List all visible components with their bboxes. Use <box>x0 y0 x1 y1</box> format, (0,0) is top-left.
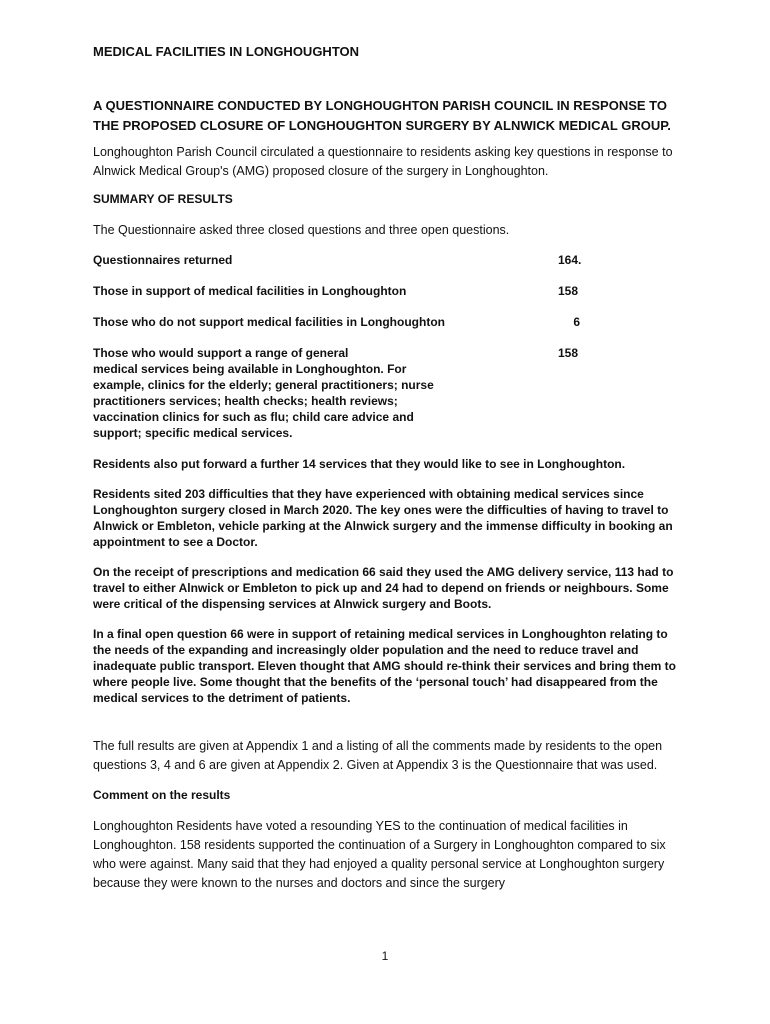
result-label <box>93 345 558 441</box>
document-subtitle <box>93 96 683 136</box>
page-number: 1 <box>381 949 389 963</box>
intro-paragraph: Longhoughton Parish Council circulated a questionnaire to residents asking key questions in response to Alnwick Medical Group's (AMG) proposed closure of the surgery in Longhoughton. <box>93 145 673 178</box>
document-page <box>93 44 683 893</box>
difficulties-paragraph: Residents sited 203 difficulties that they have experienced with obtaining medical services since Longhoughton surgery closed in March 2020. The key ones were the difficulties of having to travel to Alnwick or Embleton, vehicle parking at the Alnwick surgery and the immense difficulty in booking an appointment to see a Doctor. <box>93 487 673 549</box>
open-question-paragraph: In a final open question 66 were in support of retaining medical services in Longhoughton relating to the needs of the expanding and increasingly older population and the need to reduce travel and inadequate public transport. Eleven thought that AMG should re-think their services and bring them to where people live. Some thought that the benefits of the ‘personal touch’ had disappeared from the medical services to the detriment of patients. <box>93 627 676 705</box>
comment-paragraph: Longhoughton Residents have voted a resounding YES to the continuation of medical facilities in Longhoughton. 158 residents supported the continuation of a Surgery in Longhoughton compared to six who were against. Many said that they had enjoyed a quality personal service at Longhoughton surgery because they were known to the nurses and doctors and since the surgery <box>93 819 666 890</box>
result-value: 6 <box>573 315 580 329</box>
comment-heading: Comment on the results <box>93 788 231 802</box>
summary-intro: The Questionnaire asked three closed questions and three open questions. <box>93 223 510 237</box>
result-label: Those who do not support medical facilities in Longhoughton <box>93 315 445 329</box>
result-row-support <box>93 283 683 299</box>
range-line: medical services being available in Longhoughton. For <box>93 362 407 376</box>
services-paragraph: Residents also put forward a further 14 services that they would like to see in Longhoughton. <box>93 457 626 471</box>
prescriptions-paragraph: On the receipt of prescriptions and medication 66 said they used the AMG delivery service, 113 had to travel to either Alnwick or Embleton to pick up and 24 had to depend on friends or neighbours. Some were critical of the dispensing services at Alnwick surgery and Boots. <box>93 565 674 611</box>
range-line: example, clinics for the elderly; general practitioners; nurse <box>93 378 434 392</box>
result-label: Those in support of medical facilities in Longhoughton <box>93 284 407 298</box>
subtitle-line-2: THE PROPOSED CLOSURE OF LONGHOUGHTON SURGERY BY ALNWICK MEDICAL GROUP. <box>93 118 671 133</box>
range-line: vaccination clinics for such as flu; child care advice and <box>93 410 414 424</box>
document-title: MEDICAL FACILITIES IN LONGHOUGHTON <box>93 44 360 59</box>
result-value: 158 <box>558 284 579 298</box>
result-row-not-support <box>93 314 683 330</box>
range-line: practitioners services; health checks; health reviews; <box>93 394 398 408</box>
range-line: support; specific medical services. <box>93 426 293 440</box>
range-line: Those who would support a range of general <box>93 346 349 360</box>
result-row-range-services <box>93 345 683 441</box>
result-value: 158 <box>558 346 579 360</box>
summary-heading: SUMMARY OF RESULTS <box>93 192 233 206</box>
subtitle-line-1: A QUESTIONNAIRE CONDUCTED BY LONGHOUGHTON PARISH COUNCIL IN RESPONSE TO <box>93 98 667 113</box>
result-row-returned <box>93 252 683 268</box>
result-value: 164. <box>558 253 582 267</box>
result-label: Questionnaires returned <box>93 253 233 267</box>
appendix-paragraph: The full results are given at Appendix 1 and a listing of all the comments made by residents to the open questions 3, 4 and 6 are given at Appendix 2. Given at Appendix 3 is the Questionnaire that was used. <box>93 739 663 772</box>
